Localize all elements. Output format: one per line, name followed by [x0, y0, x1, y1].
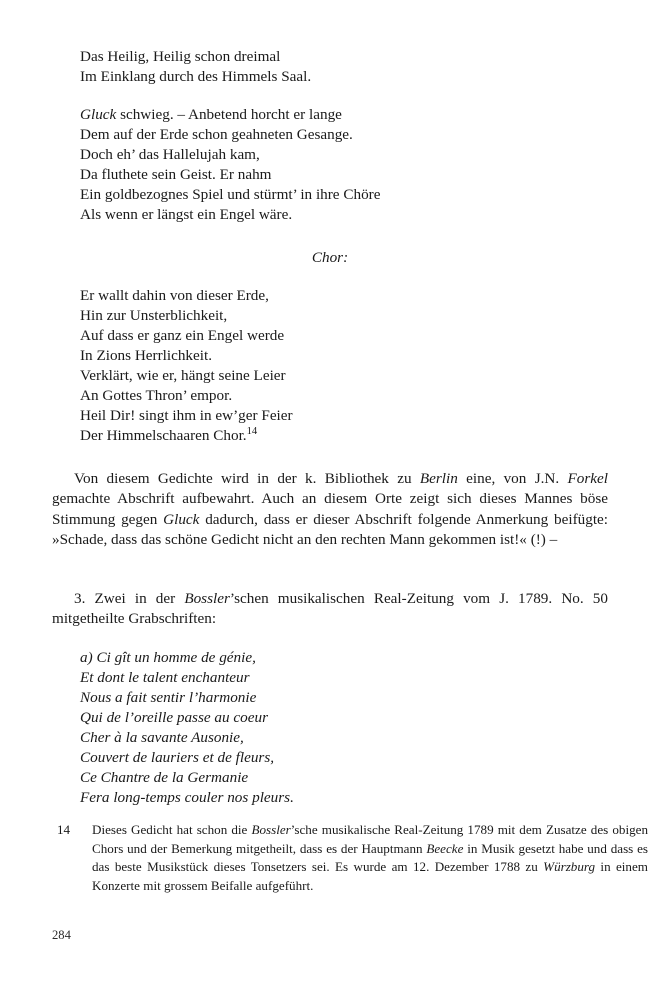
- verse-line: Et dont le talent enchanteur: [80, 669, 250, 686]
- italic-term: Berlin: [419, 470, 458, 487]
- verse-block-heilig: [80, 47, 636, 87]
- verse-line: Da fluthete sein Geist. Er nahm: [80, 166, 272, 183]
- verse-line: Der Himmelschaaren Chor.$^{14}$: [80, 425, 258, 444]
- italic-term: Bossler: [251, 822, 291, 837]
- page-number: 284: [52, 928, 71, 942]
- verse-line: Als wenn er längst ein Engel wäre.: [80, 206, 293, 223]
- text-run: 3. Zwei in der: [74, 590, 185, 607]
- text-run: dadurch, dass er dieser Abschrift folgende Anmerkung beifügte: »Schade, dass das schöne Gedicht nicht an den rechten Mann gekommen ist!« (!) –: [52, 510, 608, 548]
- paragraph-berlin-forkel: [52, 469, 608, 550]
- italic-term: Bossler: [184, 590, 230, 607]
- verse-line: Hin zur Unsterblichkeit,: [80, 307, 228, 324]
- italic-term: Forkel: [567, 470, 608, 487]
- verse-line: Er wallt dahin von dieser Erde,: [80, 287, 269, 304]
- verse-line: Fera long-temps couler nos pleurs.: [80, 789, 294, 806]
- italic-term: Gluck: [80, 106, 117, 123]
- verse-line: Dem auf der Erde schon geahneten Gesange.: [80, 126, 353, 143]
- footnote-marker: 14: [57, 822, 71, 837]
- verse-line: Ce Chantre de la Germanie: [80, 769, 249, 786]
- verse-line: An Gottes Thron’ empor.: [80, 387, 233, 404]
- verse-line: Ein goldbezognes Spiel und stürmt’ in ihre Chöre: [80, 186, 381, 203]
- text-run: Dieses Gedicht hat schon die: [92, 822, 252, 837]
- verse-line: Das Heilig, Heilig schon dreimal: [80, 48, 281, 65]
- verse-line: Im Einklang durch des Himmels Saal.: [80, 68, 312, 85]
- text-run: eine, von J.N.: [457, 470, 568, 487]
- chor-heading: Chor:: [311, 249, 349, 266]
- verse-line: Qui de l’oreille passe au coeur: [80, 709, 268, 726]
- verse-block-chor: [80, 286, 636, 446]
- italic-term: Würzburg: [543, 859, 596, 875]
- verse-line: Nous a fait sentir l’harmonie: [80, 689, 257, 706]
- text-run: in einem Konzerte mit grossem Beifalle aufgeführt.: [92, 859, 648, 893]
- italic-term: Gluck: [163, 510, 200, 528]
- footnote-14: [52, 821, 648, 895]
- verse-line: Cher à la savante Ausonie,: [80, 729, 244, 746]
- verse-line: Doch eh’ das Hallelujah kam,: [80, 146, 260, 163]
- paragraph-bossler-grabschriften: [52, 589, 608, 630]
- verse-block-french-epitaph: [80, 648, 636, 808]
- text-run: gemachte Abschrift aufbewahrt. Auch an diesem Orte zeigt sich dieses Mannes böse Stimmung gegen: [52, 490, 608, 528]
- text-run: ’schen musikalischen Real-Zeitung vom J. 1789. No. 50 mitgetheilte Grabschriften:: [52, 590, 608, 628]
- footnote-reference[interactable]: 14: [246, 425, 258, 437]
- verse-line: Auf dass er ganz ein Engel werde: [80, 327, 285, 344]
- document-page: [52, 0, 648, 990]
- footnote-text: [92, 822, 648, 893]
- verse-line: Heil Dir! singt ihm in ew’ger Feier: [80, 407, 293, 424]
- italic-term: Beecke: [426, 840, 464, 856]
- verse-line: Verklärt, wie er, hängt seine Leier: [80, 367, 286, 384]
- verse-line: a) Ci gît un homme de génie,: [80, 649, 256, 666]
- verse-line: In Zions Herrlichkeit.: [80, 347, 213, 364]
- text-run: in Musik gesetzt habe und dass es das beste Musikstück dieses Tonsetzers sei. Es wurde am 12. Dezember 1788 zu: [92, 840, 648, 875]
- verse-line: Couvert de lauriers et de fleurs,: [80, 749, 275, 766]
- verse-block-gluck-schwieg: [80, 105, 636, 225]
- text-run: ’sche musikalische Real-Zeitung 1789 mit dem Zusatze des obigen Chors und der Bemerkung mitgetheilt, dass es der Hauptmann: [92, 822, 648, 856]
- verse-line: Gluck schwieg. – Anbetend horcht er lange: [80, 106, 342, 123]
- text-run: Von diesem Gedichte wird in der k. Bibliothek zu: [74, 470, 420, 487]
